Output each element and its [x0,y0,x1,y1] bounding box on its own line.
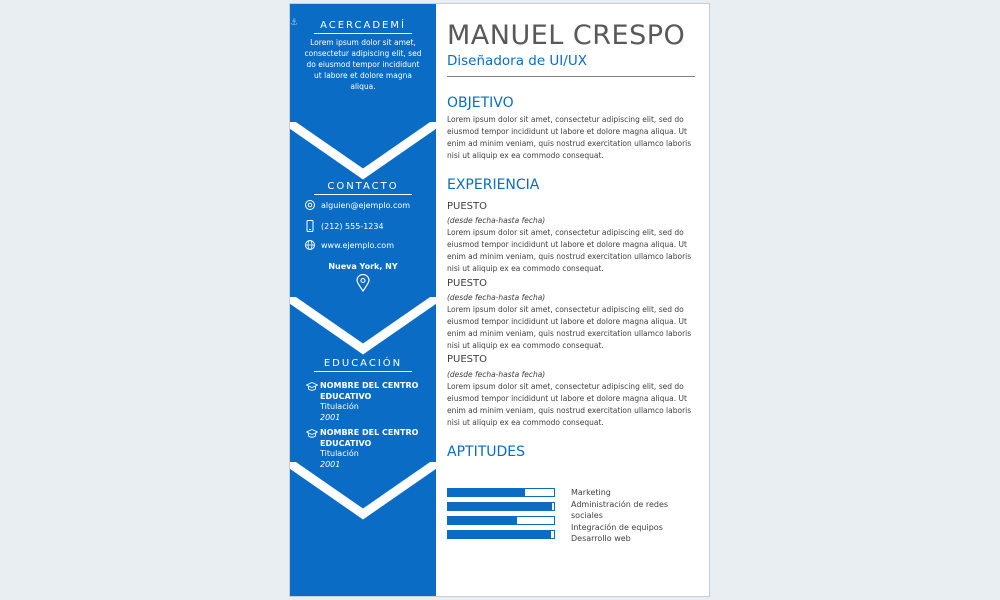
job-dates: (desde fecha-hasta fecha) [447,293,546,302]
skill-label: Administración de redes sociales [571,499,669,520]
skill-label: Desarrollo web [571,534,631,543]
skill-bar [447,530,555,539]
job-description: Lorem ipsum dolor sit amet, consectetur adipiscing elit, sed do eiusmod tempor incididunt ut labore et dolore magna aliqua. Ut enim ad minim veniam, quis nostrud exercitation ullamco laboris nisi ut aliquip ex ea commodo consequat. [447,305,692,350]
school-name: NOMBRE DEL CENTRO EDUCATIVO [320,381,419,401]
phone-text: (212) 555-1234 [321,221,384,231]
location-pin-icon [356,274,370,292]
contact-title: CONTACTO [314,181,412,195]
skill-labels [571,487,686,545]
job-position: PUESTO [447,278,487,289]
job-dates: (desde fecha-hasta fecha) [447,216,546,225]
skill-bar-fill [448,503,552,510]
objective-title: OBJETIVO [447,95,514,111]
job-position: PUESTO [447,201,487,212]
skill-bar-fill [448,517,517,524]
chevron-divider [290,459,436,522]
year: 2001 [320,412,341,422]
chevron-divider [290,297,436,357]
skill-label: Integración de equipos [571,522,663,532]
skill-bar-fill [448,489,525,496]
contact-email[interactable] [304,199,410,211]
degree: Titulación [320,402,359,411]
school-name: NOMBRE DEL CENTRO EDUCATIVO [320,428,419,448]
skill-bar [447,488,555,497]
phone-icon [304,220,316,232]
person-name: MANUEL CRESPO [447,20,686,51]
skill-bar [447,516,555,525]
globe-icon [304,239,316,251]
objective-text: Lorem ipsum dolor sit amet, consectetur adipiscing elit, sed do eiusmod tempor incididunt ut labore et dolore magna aliqua. Ut enim ad minim veniam, quis nostrud exercitation ullamco laboris nisi ut aliquip ex ea commodo consequat. [447,115,692,160]
contact-website[interactable] [304,239,394,251]
about-text: Lorem ipsum dolor sit amet, consectetur adipiscing elit, sed do eiusmod tempor incididunt ut labore et dolore magna aliqua. [304,38,422,91]
graduation-cap-icon [306,429,318,439]
job-dates: (desde fecha-hasta fecha) [447,370,546,379]
chevron-divider [290,122,436,182]
education-entry [306,381,436,423]
sidebar [290,4,436,597]
resume-page [289,3,710,597]
person-role: Diseñadora de UI/UX [447,53,587,69]
job-description: Lorem ipsum dolor sit amet, consectetur adipiscing elit, sed do eiusmod tempor incididunt ut labore et dolore magna aliqua. Ut enim ad minim veniam, quis nostrud exercitation ullamco laboris nisi ut aliquip ex ea commodo consequat. [447,382,692,427]
degree: Titulación [320,449,359,458]
anchor-icon: ⚓ [290,18,299,28]
contact-phone [304,220,384,232]
experience-title: EXPERIENCIA [447,177,540,193]
education-title: EDUCACIÓN [314,358,412,372]
skill-bars [447,488,555,544]
at-icon [304,199,316,211]
about-title: ACERCADEMÍ [314,20,412,34]
skill-label: Marketing [571,488,611,497]
year: 2001 [320,459,341,469]
city-text: Nueva York, NY [328,262,398,271]
job-description: Lorem ipsum dolor sit amet, consectetur adipiscing elit, sed do eiusmod tempor incididunt ut labore et dolore magna aliqua. Ut enim ad minim veniam, quis nostrud exercitation ullamco laboris nisi ut aliquip ex ea commodo consequat. [447,228,692,273]
skill-bar-fill [448,531,551,538]
skill-bar [447,502,555,511]
header-divider [447,76,695,77]
job-position: PUESTO [447,354,487,365]
skills-title: APTITUDES [447,444,526,460]
website-text: www.ejemplo.com [321,240,394,250]
graduation-cap-icon [306,382,318,392]
email-text: alguien@ejemplo.com [321,200,411,210]
